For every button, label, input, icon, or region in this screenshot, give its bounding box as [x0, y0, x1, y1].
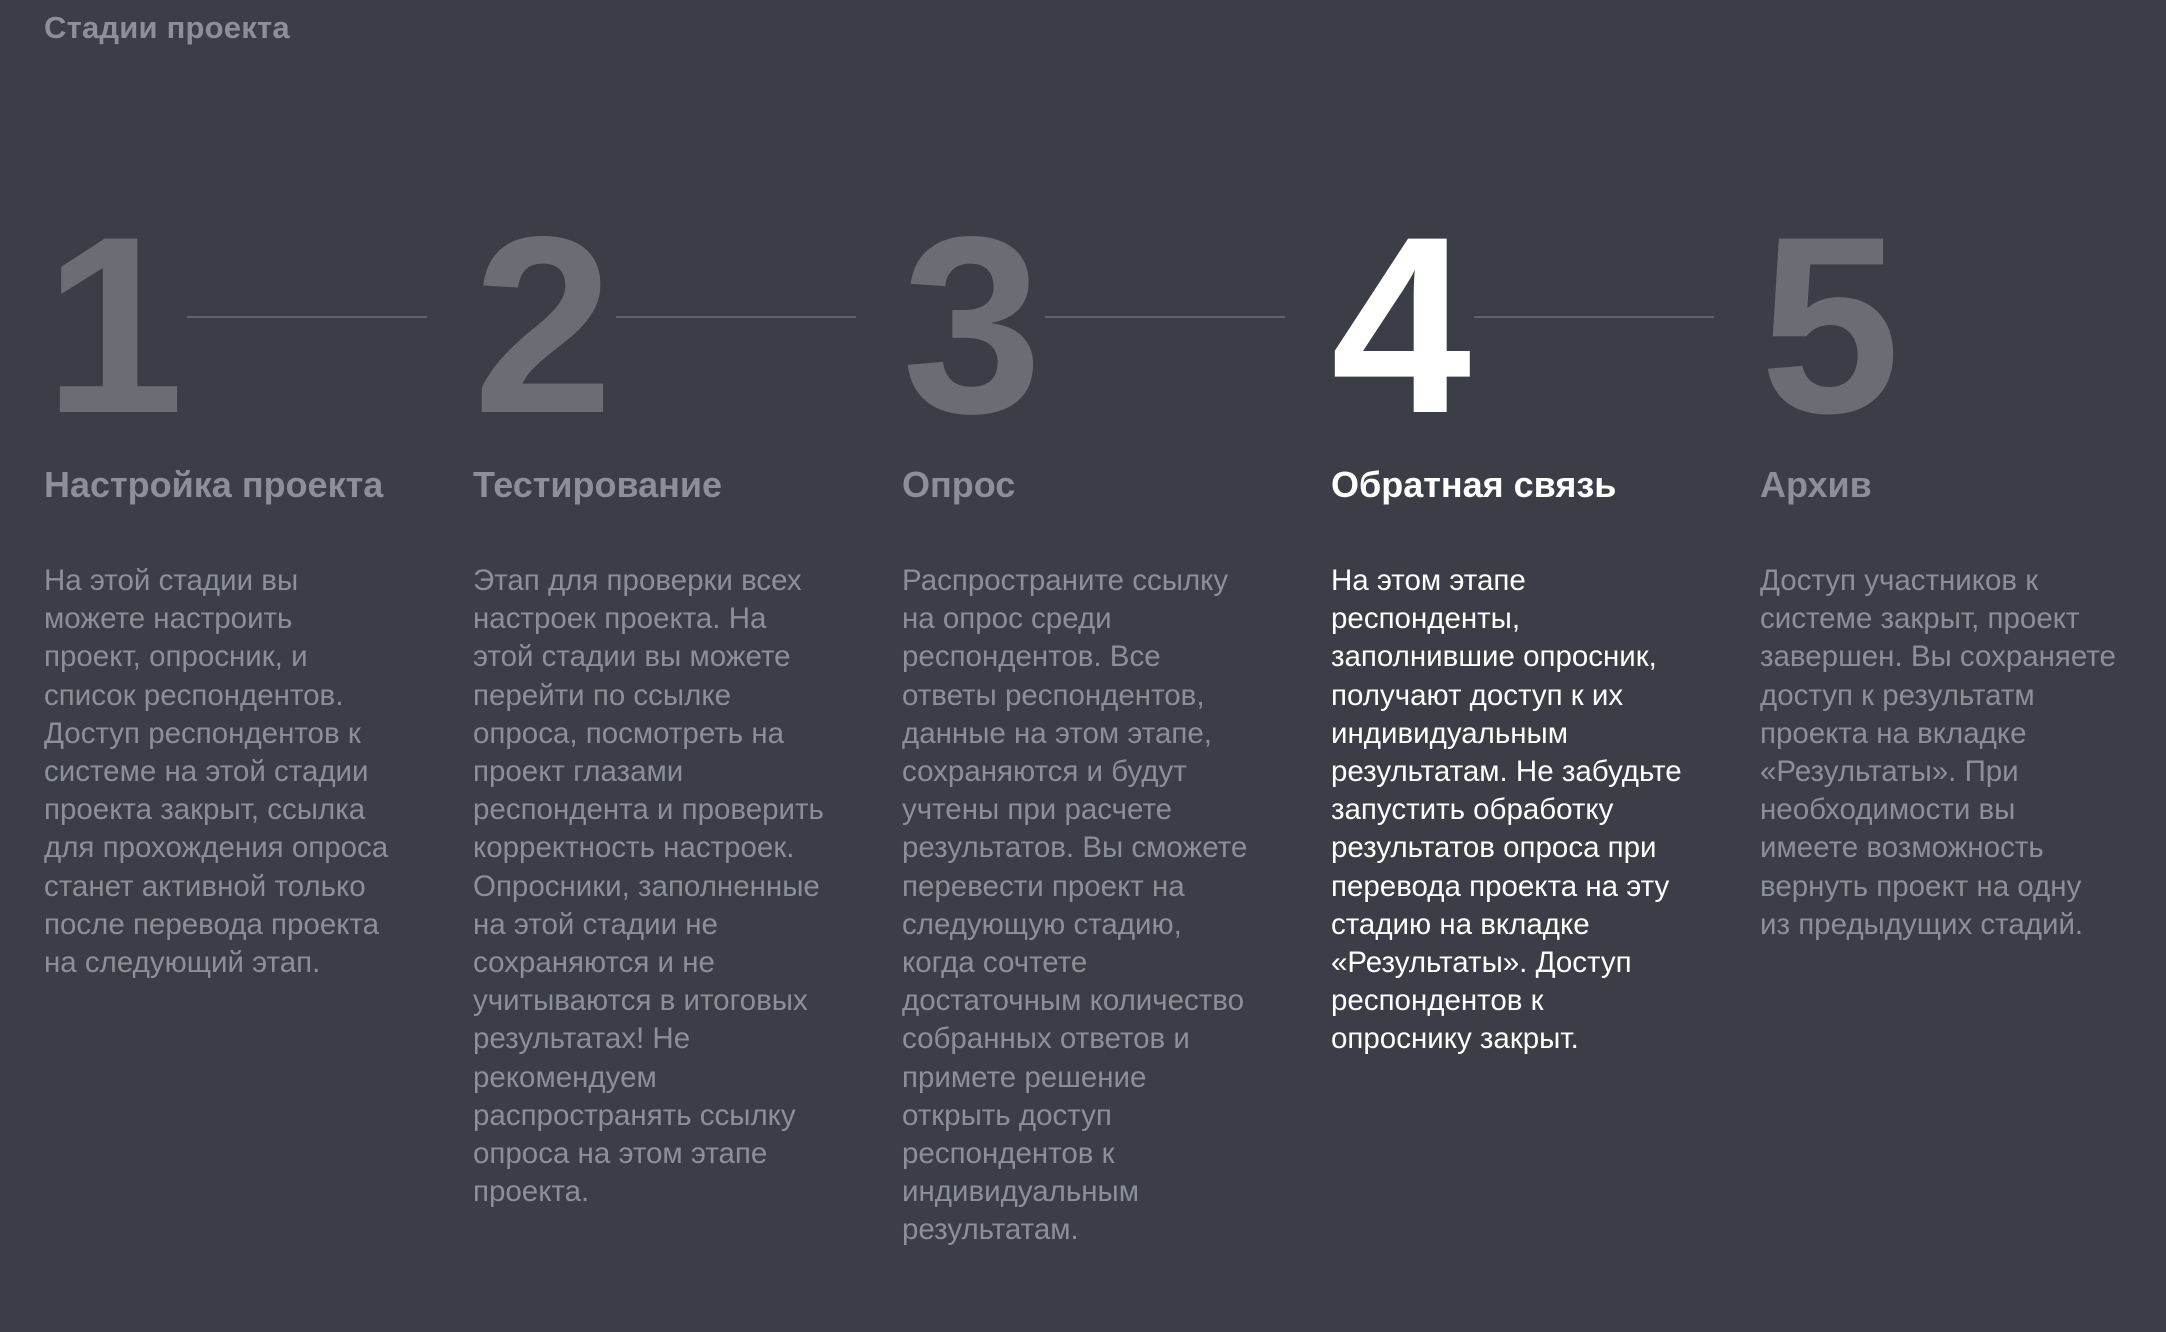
stage-number: 5	[1760, 185, 1901, 466]
stage-description: Доступ участников к системе закрыт, проект завершен. Вы сохраняете доступ к результатм проекта на вкладке «Результаты». При необходимости вы имеете возможность вернуть проект на одну из предыдущих стадий.	[1760, 564, 2116, 941]
stage-title: Тестирование	[473, 464, 723, 505]
stage-description: Этап для проверки всех настроек проекта. На этой стадии вы можете перейти по ссылке опроса, посмотреть на проект глазами респондента и проверить корректность настроек. Опросники, заполненные на этой стадии не сохраняются и не учитываются в итоговых результатах! Не рекомендуем распространять ссылку опроса на этом этапе проекта.	[473, 564, 824, 1209]
stage-description: На этом этапе респонденты, заполнившие опросник, получают доступ к их индивидуальным результатам. Не забудьте запустить обработку результатов опроса при перевода проекта на эту стадию на вкладке «Результаты». Доступ респондентов к опроснику закрыт.	[1331, 564, 1682, 1056]
stage-title: Обратная связь	[1331, 464, 1617, 505]
stage-connector	[1045, 316, 1285, 318]
stage-connector	[616, 316, 856, 318]
stage-connector	[1474, 316, 1714, 318]
stage-number: 2	[473, 185, 614, 466]
page-title: Стадии проекта	[44, 10, 290, 45]
stage-connector	[187, 316, 427, 318]
stage-title: Настройка проекта	[44, 464, 384, 505]
stage-title: Опрос	[902, 464, 1016, 505]
stage-number: 4	[1331, 185, 1472, 466]
stage-description: Распространите ссылку на опрос среди респондентов. Все ответы респондентов, данные на этом этапе, сохраняются и будут учтены при расчете результатов. Вы сможете перевести проект на следующую стадию, когда сочтете достаточным количество собранных ответов и примете решение открыть доступ респондентов к индивидуальным результатам.	[902, 564, 1248, 1247]
stage-description: На этой стадии вы можете настроить проект, опросник, и список респондентов. Доступ респондентов к системе на этой стадии проекта закрыт, ссылка для прохождения опроса станет активной только после перевода проекта на следующий этап.	[44, 564, 389, 980]
stage-title: Архив	[1760, 464, 1872, 505]
stage-number: 3	[902, 185, 1043, 466]
stage-number: 1	[44, 185, 185, 466]
